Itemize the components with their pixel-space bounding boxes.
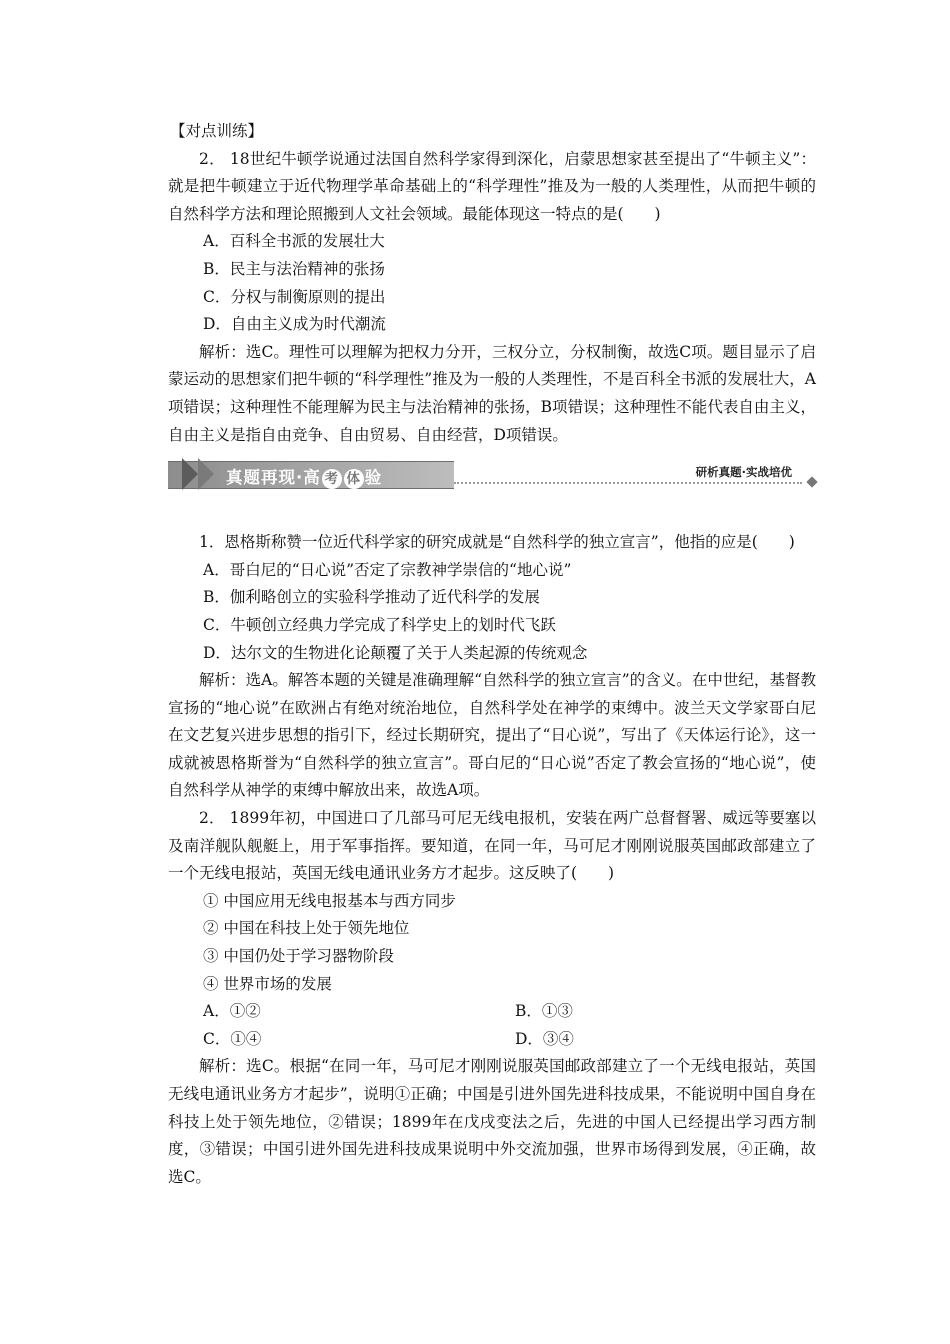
option-c: C．①④ bbox=[203, 1029, 262, 1048]
question-stem: 2． 1899年初，中国进口了几部马可尼无线电报机，安装在两广总督督署、威远等要塞以及南洋舰队舰艇上，用于军事指挥。要知道，在同一年，马可尼才刚刚说服英国邮政部建立了一个无线电报站，英国无线电通讯业务方才起步。这反映了( ) bbox=[168, 809, 816, 883]
question-stem: 2． 18世纪牛顿学说通过法国自然科学家得到深化，启蒙思想家甚至提出了“牛顿主义”：就是把牛顿建立于近代物理学革命基础上的“科学理性”推及为一般的人类理性，从而把牛顿的自然科学方法和理论照搬到人文社会领域。最能体现这一特点的是( ) bbox=[168, 149, 816, 223]
chevron-icon bbox=[198, 458, 214, 490]
chevron-icon bbox=[182, 458, 198, 490]
banner-dotted-line bbox=[454, 482, 802, 484]
section-heading: 【对点训练】 bbox=[170, 122, 264, 140]
option-b: B．伽利略创立的实验科学推动了近代科学的发展 bbox=[203, 588, 540, 607]
option-b: B．①③ bbox=[515, 1002, 573, 1021]
section-banner bbox=[168, 451, 816, 495]
banner-circle-char: 考 bbox=[322, 469, 342, 489]
banner-title: 真题再现·高 考 体 验 bbox=[226, 468, 383, 488]
option-d: D．达尔文的生物进化论颠覆了关于人类起源的传统观念 bbox=[203, 643, 588, 662]
option-a: A．①② bbox=[203, 1002, 261, 1021]
diamond-icon bbox=[806, 476, 817, 487]
statement-item: ④ 世界市场的发展 bbox=[203, 974, 332, 993]
banner-circle-char: 体 bbox=[344, 469, 364, 489]
banner-subtitle: 研析真题·实战培优 bbox=[695, 465, 792, 480]
content-column bbox=[168, 118, 816, 1191]
options-row bbox=[168, 1026, 816, 1054]
option-c: C．分权与制衡原则的提出 bbox=[203, 287, 386, 306]
option-d: D．自由主义成为时代潮流 bbox=[203, 315, 386, 334]
options-row bbox=[168, 998, 816, 1026]
statement-item: ① 中国应用无线电报基本与西方同步 bbox=[203, 891, 456, 910]
question-stem: 1．恩格斯称赞一位近代科学家的研究成就是“自然科学的独立宣言”，他指的应是( ) bbox=[199, 533, 795, 552]
analysis-text: 解析：选C。根据“在同一年，马可尼才刚刚说服英国邮政部建立了一个无线电报站，英国无线电通讯业务方才起步”，说明①正确；中国是引进外国先进科技成果，不能说明中国自身在科技上处于领先地位，②错误；1899年在戊戌变法之后，先进的中国人已经提出学习西方制度，③错误；中国引进外国先进科技成果说明中外交流加强，世界市场得到发展，④正确，故选C。 bbox=[168, 1057, 816, 1186]
option-c: C．牛顿创立经典力学完成了科学史上的划时代飞跃 bbox=[203, 615, 556, 634]
analysis-text: 解析：选A。解答本题的关键是准确理解“自然科学的独立宣言”的含义。在中世纪，基督教宣扬的“地心说”在欧洲占有绝对统治地位，自然科学处在神学的束缚中。波兰天文学家哥白尼在文艺复兴进步思想的指引下，经过长期研究，提出了“日心说”，写出了《天体运行论》，这一成就被恩格斯誉为“自然科学的独立宣言”。哥白尼的“日心说”否定了教会宣扬的“地心说”，使自然科学从神学的束缚中解放出来，故选A项。 bbox=[168, 671, 816, 800]
option-a: A．哥白尼的“日心说”否定了宗教神学崇信的“地心说” bbox=[203, 560, 572, 579]
option-a: A．百科全书派的发展壮大 bbox=[203, 232, 385, 251]
analysis-text: 解析：选C。理性可以理解为把权力分开，三权分立，分权制衡，故选C项。题目显示了启蒙运动的思想家们把牛顿的“科学理性”推及为一般的人类理性，不是百科全书派的发展壮大，A项错误；这种理性不能理解为民主与法治精神的张扬，B项错误；这种理性不能代表自由主义，自由主义是指自由竞争、自由贸易、自由经营，D项错误。 bbox=[168, 342, 816, 444]
option-d: D．③④ bbox=[515, 1029, 574, 1048]
statement-item: ③ 中国仍处于学习器物阶段 bbox=[203, 947, 394, 966]
statement-item: ② 中国在科技上处于领先地位 bbox=[203, 919, 410, 938]
option-b: B．民主与法治精神的张扬 bbox=[203, 259, 385, 278]
